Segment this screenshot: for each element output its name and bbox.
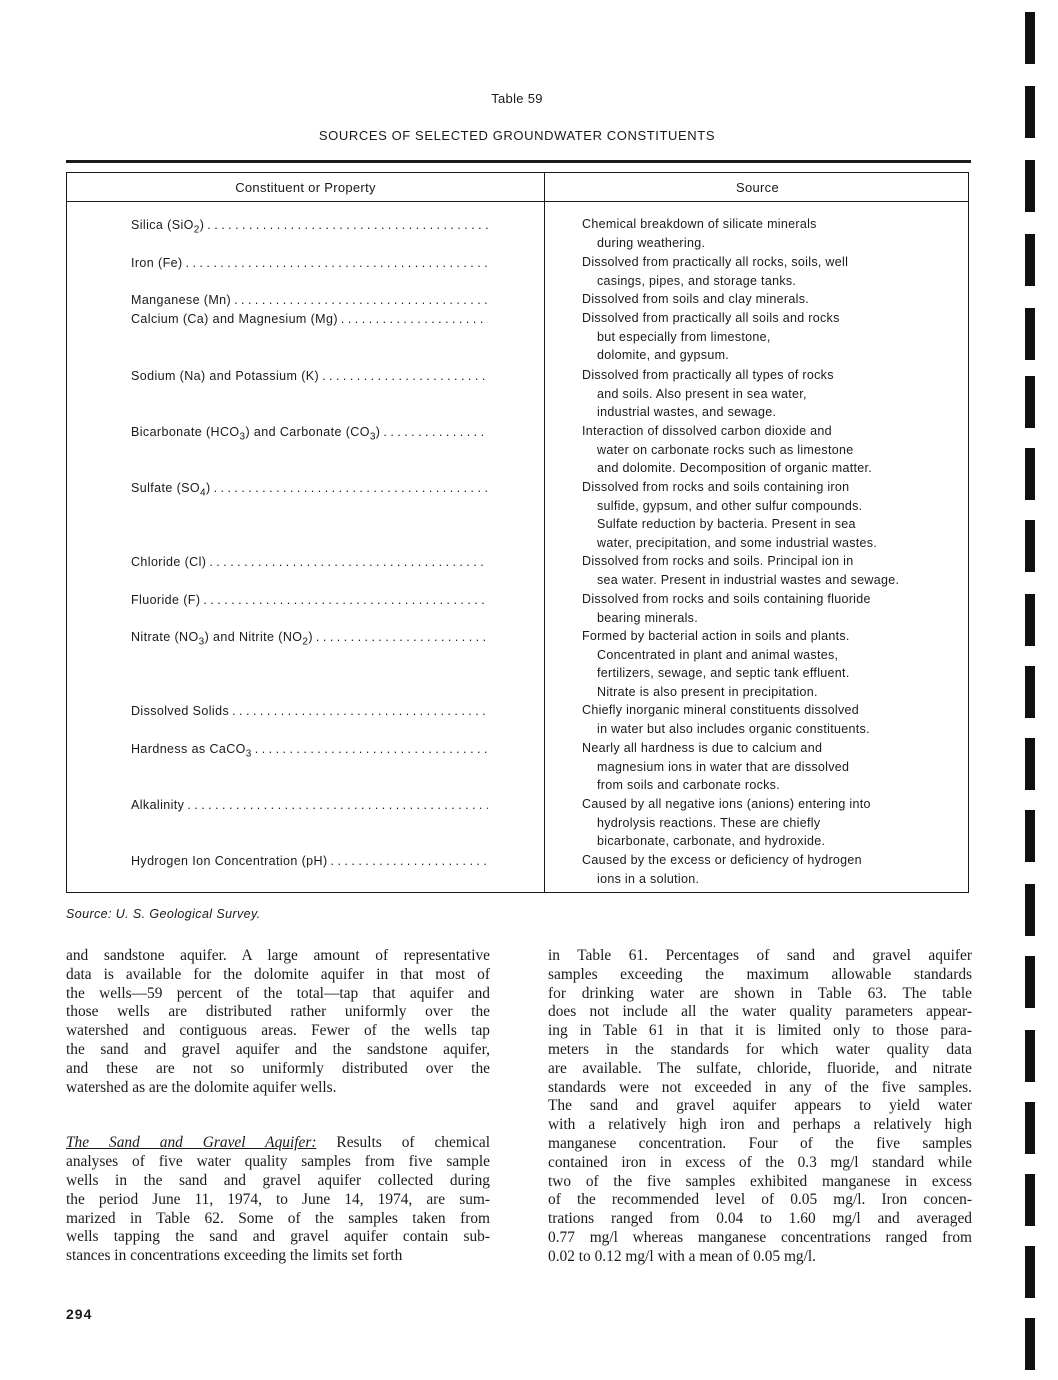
constituent-cell: Silica (SiO$_2$) . . .	[131, 218, 488, 236]
edge-mark	[1025, 234, 1035, 286]
source-cell: Chemical breakdown of silicate minerals during weathering.	[582, 217, 817, 250]
edge-mark	[1025, 1030, 1035, 1082]
constituent-cell: Manganese (Mn) . . .	[131, 293, 488, 307]
source-cell: Dissolved from practically all soils and rocks but especially from limestone, dolomite, and gypsum.	[582, 311, 840, 363]
paragraph-sand-gravel: The Sand and Gravel Aquifer: Results of chemical analyses of five water quality samples from five sample wells in the sand and gravel aquifer collected during the period June 11, 1974, to June 14, 1974, are sum- marized in Table 62. Some of the samples taken from wells tapping the sand and gravel aquifer contain sub- stances in concentrations exceeding the limits set forth	[66, 1134, 491, 1265]
constituent-cell: Bicarbonate $(HCO_3)$ and Carbonate $(CO_3)$ . . .	[131, 425, 488, 443]
constituent-cell: Alkalinity . . .	[131, 798, 488, 812]
edge-mark	[1025, 448, 1035, 500]
edge-mark	[1025, 1246, 1035, 1298]
source-cell: Chiefly inorganic mineral constituents dissolved in water but also includes organic constituents.	[582, 703, 870, 736]
edge-mark	[1025, 1102, 1035, 1154]
body-column-right	[548, 947, 972, 1267]
edge-mark	[1025, 810, 1035, 862]
source-cell: Caused by the excess or deficiency of hydrogen ions in a solution.	[582, 853, 862, 886]
table-subtitle: SOURCES OF SELECTED GROUNDWATER CONSTITUENTS	[318, 128, 716, 143]
source-cell: Nearly all hardness is due to calcium and magnesium ions in water that are dissolved from soils and carbonate rocks.	[582, 741, 850, 793]
edge-mark	[1025, 160, 1035, 212]
page-number: 294	[66, 1306, 93, 1322]
edge-mark	[1025, 594, 1035, 646]
edge-mark	[1025, 956, 1035, 1008]
column-divider	[544, 173, 545, 892]
edge-mark	[1025, 12, 1035, 64]
constituent-cell: Calcium (Ca) and Magnesium (Mg) . . .	[131, 312, 488, 326]
edge-mark	[1025, 884, 1035, 936]
edge-mark	[1025, 738, 1035, 790]
paragraph-standards: in Table 61. Percentages of sand and gravel aquifer samples exceeding the maximum allowable standards for drinking water are shown in Table 63. The table does not include all the water quality parameters appear- ing in Table 61 in that it is limited only to those para- meters in the standards for which water quality data are available. The sulfate, chloride, fluoride, and nitrate standards were not exceeded in any of the five samples. The sand and gravel aquifer appears to yield water with a relatively high iron and perhaps a relatively high manganese concentration. Four of the five samples contained iron in excess of the 0.3 mg/l standard while two of the five samples exhibited manganese in excess of the recommended level of 0.05 mg/l. Iron concen- trations ranged from 0.04 to 1.60 mg/l and averaged 0.77 mg/l whereas manganese concentrations ranged from 0.02 to 0.12 mg/l with a mean of 0.05 mg/l.	[548, 947, 972, 1265]
constituent-cell: Nitrate $(NO_3)$ and Nitrite $(NO_2)$ . . .	[131, 630, 488, 648]
constituent-cell: Dissolved Solids . . .	[131, 704, 488, 718]
source-note: Source: U. S. Geological Survey.	[66, 907, 261, 921]
constituent-cell: Hardness as CaCO$_3$ . . .	[131, 742, 488, 760]
edge-mark	[1025, 308, 1035, 360]
source-cell: Interaction of dissolved carbon dioxide and water on carbonate rocks such as limestone and dolomite. Decomposition of organic matter.	[582, 424, 873, 476]
source-cell: Dissolved from rocks and soils. Principal ion in sea water. Present in industrial wastes and sewage.	[582, 554, 900, 587]
edge-mark	[1025, 1174, 1035, 1226]
source-cell: Caused by all negative ions (anions) entering into hydrolysis reactions. These are chiefly bicarbonate, carbonate, and hydroxide.	[582, 797, 871, 849]
edge-mark	[1025, 520, 1035, 572]
edge-mark	[1025, 1318, 1035, 1370]
header-constituent: Constituent or Property	[235, 180, 376, 195]
source-cell: Dissolved from rocks and soils containing fluoride bearing minerals.	[582, 592, 871, 625]
constituent-cell: Chloride (Cl) . . .	[131, 555, 488, 569]
source-cell: Formed by bacterial action in soils and plants. Concentrated in plant and animal wastes, fertilizers, sewage, and septic tank effluent. Nitrate is also present in precipitation.	[582, 629, 850, 699]
source-cell: Dissolved from rocks and soils containing iron sulfide, gypsum, and other sulfur compounds. Sulfate reduction by bacteria. Present in sea water, precipitation, and some industrial wastes.	[582, 480, 878, 550]
table-title: Table 59	[491, 91, 543, 106]
constituent-cell: Hydrogen Ion Concentration (pH) . . .	[131, 854, 488, 868]
edge-mark	[1025, 666, 1035, 718]
source-cell: Dissolved from practically all types of rocks and soils. Also present in sea water, industrial wastes, and sewage.	[582, 368, 834, 420]
constituent-cell: Fluoride (F) . . .	[131, 593, 488, 607]
header-source: Source	[736, 180, 779, 195]
table-top-rule	[66, 160, 971, 163]
constituent-cell: Iron (Fe) . . .	[131, 256, 488, 270]
body-column-left	[66, 947, 490, 1266]
source-cell: Dissolved from practically all rocks, soils, well casings, pipes, and storage tanks.	[582, 255, 849, 288]
constituent-cell: Sodium (Na) and Potassium (K) . . .	[131, 369, 488, 383]
section-heading: The Sand and Gravel Aquifer:	[66, 1134, 317, 1152]
constituent-cell: Sulfate $(SO_4)$ . . .	[131, 481, 488, 499]
edge-mark	[1025, 376, 1035, 428]
header-divider	[67, 201, 968, 202]
source-cell: Dissolved from soils and clay minerals.	[582, 292, 810, 306]
edge-mark	[1025, 86, 1035, 138]
paragraph-dolomite: and sandstone aquifer. A large amount of representative data is available for the dolomite aquifer in that most of the wells—59 percent of the total—tap that aquifer and those wells are distributed rather uniformly over the watershed and contiguous areas. Fewer of the wells tap the sand and gravel aquifer and the sandstone aquifer, and these are not so uniformly distributed over the watershed as are the dolomite aquifer wells.	[66, 947, 490, 1096]
